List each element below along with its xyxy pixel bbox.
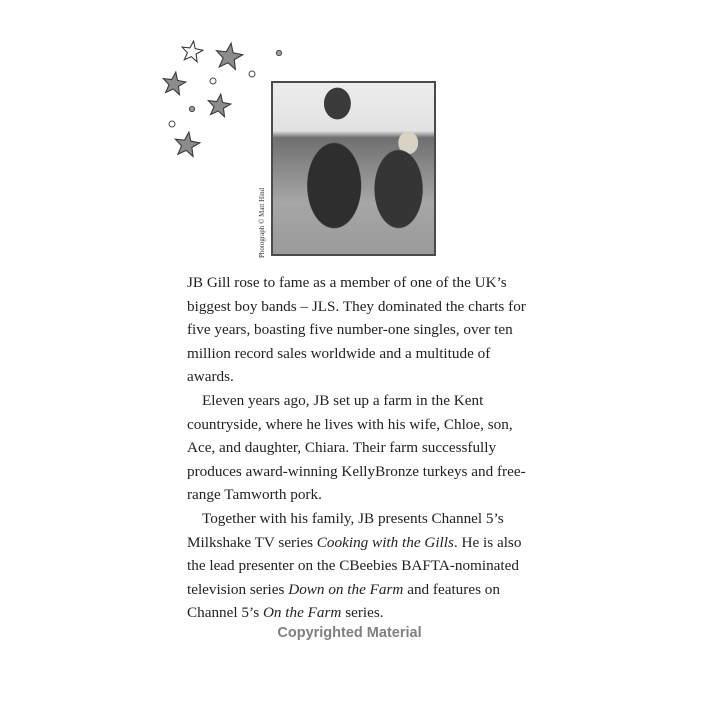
text-segment: Eleven years ago, JB set up a farm in the Kent countryside, where he lives with his wife, Chloe, son, Ace, and daughter, Chiara. Their farm successfully produces award-winning KellyBronze turkeys and free-range Tamworth pork. bbox=[187, 391, 526, 504]
dot-icon bbox=[249, 71, 255, 77]
star-filled-icon bbox=[163, 72, 186, 95]
italic-title: Cooking with the Gills bbox=[316, 533, 454, 551]
dot-icon bbox=[169, 121, 175, 127]
dot-icon bbox=[210, 78, 216, 84]
italic-title: Down on the Farm bbox=[288, 580, 404, 598]
text-segment: JB Gill rose to fame as a member of one of the UK’s biggest boy bands – JLS. They dominated the charts for five years, boasting five number-one singles, over ten million record sales worldwide and a multitude of awards. bbox=[187, 274, 526, 386]
dot-icon bbox=[189, 106, 194, 111]
italic-title: On the Farm bbox=[262, 604, 342, 622]
text-segment: . He is also the lead presenter on the CBeebies BAFTA-nominated television series bbox=[187, 533, 522, 598]
text-segment: series. bbox=[341, 604, 384, 622]
star-filled-icon bbox=[175, 132, 199, 156]
author-bio bbox=[187, 271, 532, 625]
bio-paragraph bbox=[187, 507, 532, 625]
copyright-watermark: Copyrighted Material bbox=[277, 625, 422, 641]
star-outline-icon bbox=[182, 41, 203, 62]
star-filled-icon bbox=[208, 94, 231, 117]
photo-credit: Photograph © Matt Hind bbox=[258, 187, 266, 258]
bio-paragraph bbox=[187, 271, 532, 389]
text-segment: and features on Channel 5’s bbox=[187, 580, 500, 622]
star-filled-icon bbox=[217, 43, 243, 69]
bio-paragraph bbox=[187, 389, 532, 507]
text-segment: Together with his family, JB presents Channel 5’s Milkshake TV series bbox=[187, 509, 504, 551]
author-photo bbox=[271, 81, 436, 256]
dot-icon bbox=[276, 50, 281, 55]
